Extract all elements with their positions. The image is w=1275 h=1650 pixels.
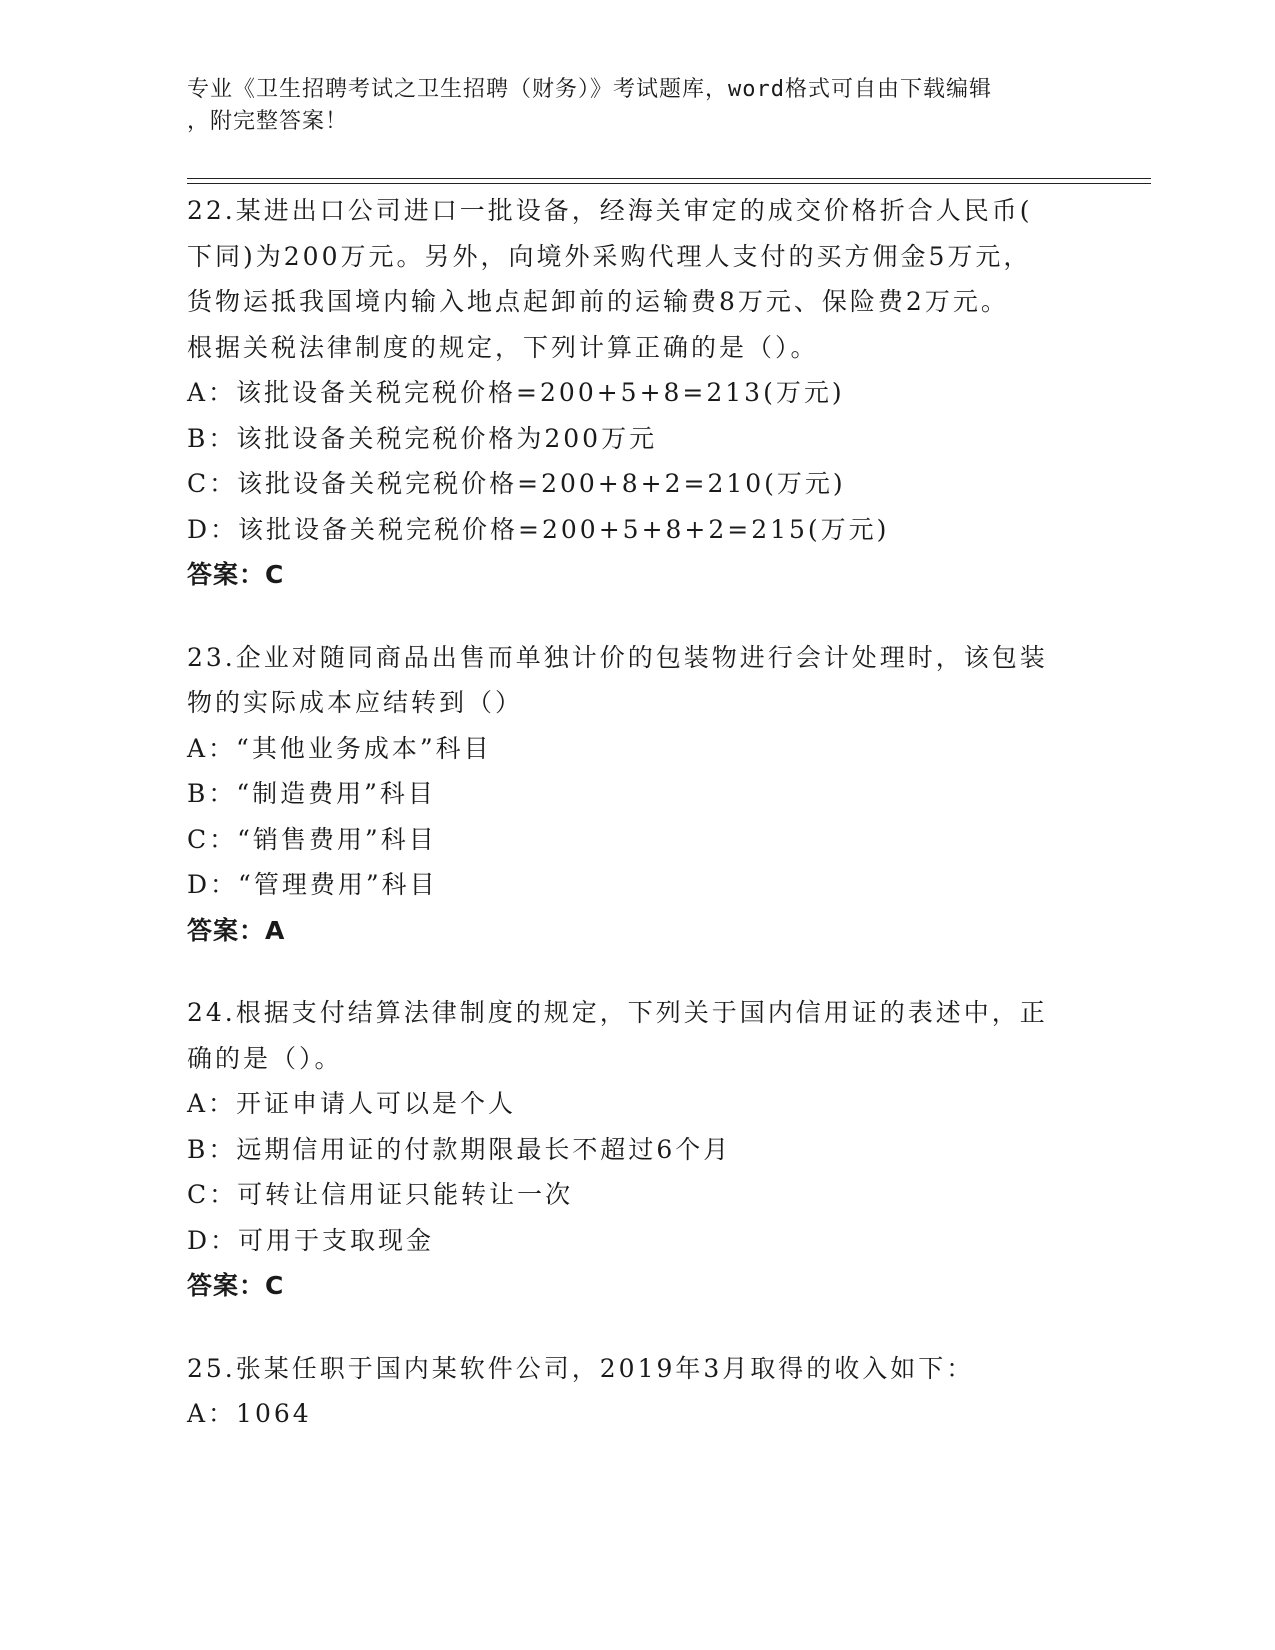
question-22 <box>187 188 1087 598</box>
question-text-line: 货物运抵我国境内输入地点起卸前的运输费8万元、保险费2万元。 <box>187 287 1009 316</box>
option-a: A：“其他业务成本”科目 <box>187 733 492 763</box>
question-list <box>187 188 1087 1474</box>
option-c: C：可转让信用证只能转让一次 <box>187 1180 574 1209</box>
option-d: D：可用于支取现金 <box>187 1225 435 1255</box>
answer-label: 答案：A <box>187 915 286 945</box>
question-text-line: 根据关税法律制度的规定，下列计算正确的是（）。 <box>187 332 819 362</box>
header-line-1: 专业《卫生招聘考试之卫生招聘（财务）》考试题库，word格式可自由下载编辑 <box>187 77 992 102</box>
question-23 <box>187 635 1087 954</box>
option-b: B：远期信用证的付款期限最长不超过6个月 <box>187 1134 732 1164</box>
document-header <box>187 74 1067 138</box>
answer-label: 答案：C <box>187 560 285 589</box>
option-a: A：1064 <box>187 1399 312 1428</box>
header-divider <box>187 178 1151 184</box>
option-a: A：该批设备关税完税价格=200+5+8=213(万元) <box>187 378 845 407</box>
option-b: B：该批设备关税完税价格为200万元 <box>187 423 658 453</box>
option-c: C：“销售费用”科目 <box>187 824 437 854</box>
question-25 <box>187 1346 1087 1437</box>
question-24 <box>187 990 1087 1309</box>
question-text-line: 确的是（）。 <box>187 1043 343 1073</box>
option-d: D：该批设备关税完税价格=200+5+8+2=215(万元) <box>187 514 890 544</box>
option-c: C：该批设备关税完税价格=200+8+2=210(万元) <box>187 469 846 498</box>
header-line-2: ，附完整答案！ <box>187 109 349 134</box>
answer-label: 答案：C <box>187 1271 285 1300</box>
option-b: B：“制造费用”科目 <box>187 779 436 808</box>
option-a: A：开证申请人可以是个人 <box>187 1089 517 1118</box>
option-d: D：“管理费用”科目 <box>187 870 438 899</box>
question-text-line: 23.企业对随同商品出售而单独计价的包装物进行会计处理时，该包装 <box>187 642 1048 672</box>
question-text-line: 物的实际成本应结转到（） <box>187 688 524 717</box>
question-text-line: 25.张某任职于国内某软件公司，2019年3月取得的收入如下： <box>187 1353 975 1383</box>
question-text-line: 24.根据支付结算法律制度的规定，下列关于国内信用证的表述中，正 <box>187 998 1048 1027</box>
question-text-line: 22.某进出口公司进口一批设备，经海关审定的成交价格折合人民币( <box>187 196 1033 225</box>
question-text-line: 下同)为200万元。另外，向境外采购代理人支付的买方佣金5万元， <box>187 241 1032 271</box>
